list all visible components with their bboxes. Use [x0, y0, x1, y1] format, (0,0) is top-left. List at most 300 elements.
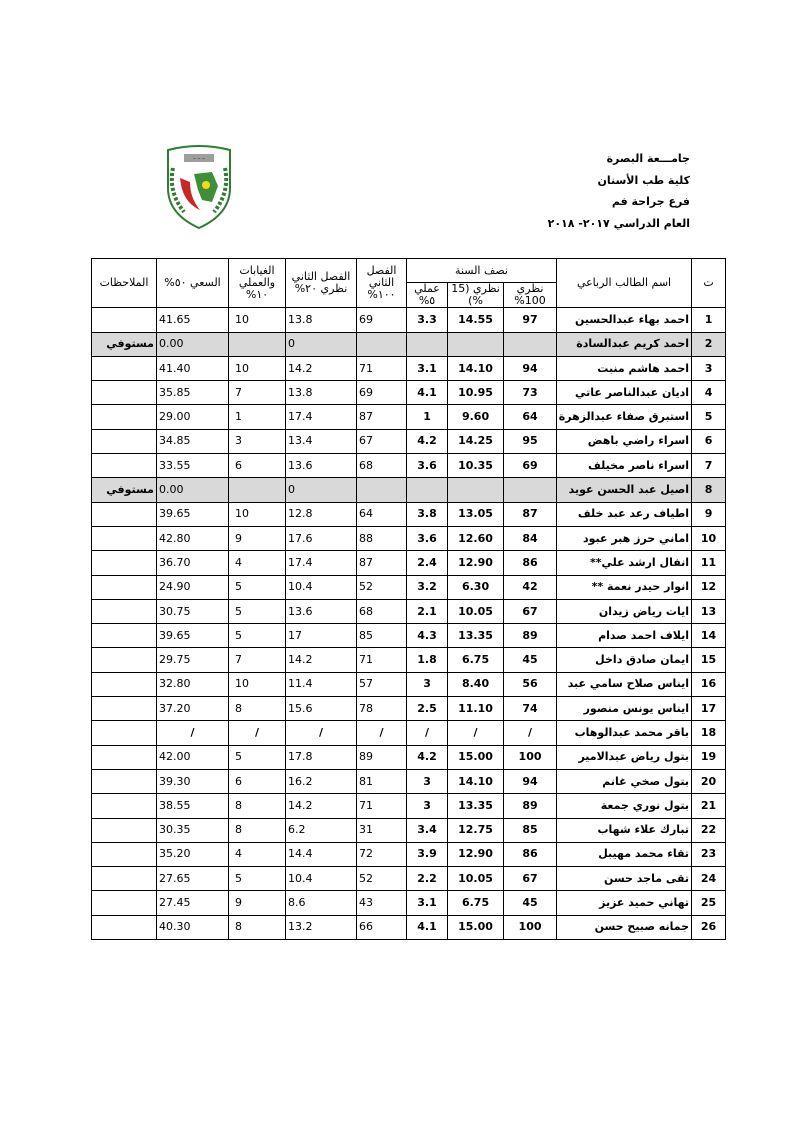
- student-name: ايمان صادق داخل: [557, 648, 692, 672]
- effort-cell: 41.40: [157, 356, 229, 380]
- practical-cell: 2.5: [407, 697, 448, 721]
- table-row: [92, 915, 726, 939]
- sem2-20-cell: 17.4: [286, 551, 357, 575]
- column-header-half-year: نصف السنة: [407, 259, 557, 283]
- sem2-20-cell: 10.4: [286, 867, 357, 891]
- notes-cell: [92, 502, 157, 526]
- column-header-effort: السعي ٥٠%: [157, 259, 229, 308]
- sem2-20-cell: 0: [286, 478, 357, 502]
- notes-cell: [92, 842, 157, 866]
- absences-cell: 10: [229, 502, 286, 526]
- row-number: 16: [692, 672, 726, 696]
- table-row: [92, 551, 726, 575]
- practical-cell: 3.6: [407, 526, 448, 550]
- theory15-cell: 15.00: [448, 745, 504, 769]
- absences-cell: 10: [229, 672, 286, 696]
- student-name: باقر محمد عبدالوهاب: [557, 721, 692, 745]
- effort-cell: 36.70: [157, 551, 229, 575]
- sem2-20-cell: 13.4: [286, 429, 357, 453]
- column-header-sem2-100: الفصل الثاني ١٠٠%: [357, 259, 407, 308]
- sem2-20-cell: 14.4: [286, 842, 357, 866]
- effort-cell: 30.35: [157, 818, 229, 842]
- theory15-cell: 10.05: [448, 599, 504, 623]
- sem2-20-cell: 10.4: [286, 575, 357, 599]
- row-number: 3: [692, 356, 726, 380]
- row-number: 5: [692, 405, 726, 429]
- theory15-cell: 13.05: [448, 502, 504, 526]
- theory100-cell: 100: [504, 745, 557, 769]
- student-name: بتول نوري جمعة: [557, 794, 692, 818]
- student-name: اديان عبدالناصر عاتي: [557, 381, 692, 405]
- sem2-100-cell: 43: [357, 891, 407, 915]
- practical-cell: 3: [407, 769, 448, 793]
- sem2-20-cell: 17.6: [286, 526, 357, 550]
- column-header-absences: الغيابات والعملي ١٠%: [229, 259, 286, 308]
- absences-cell: 8: [229, 697, 286, 721]
- table-row: [92, 721, 726, 745]
- theory100-cell: 69: [504, 454, 557, 478]
- theory15-cell: 6.75: [448, 648, 504, 672]
- theory100-cell: 100: [504, 915, 557, 939]
- practical-cell: 3: [407, 672, 448, 696]
- row-number: 19: [692, 745, 726, 769]
- theory100-cell: 87: [504, 502, 557, 526]
- absences-cell: 6: [229, 769, 286, 793]
- sem2-100-cell: 52: [357, 867, 407, 891]
- row-number: 13: [692, 599, 726, 623]
- row-number: 1: [692, 308, 726, 332]
- student-name: بتول رياض عبدالامير: [557, 745, 692, 769]
- table-row: [92, 429, 726, 453]
- absences-cell: 1: [229, 405, 286, 429]
- theory100-cell: 64: [504, 405, 557, 429]
- effort-cell: 39.65: [157, 502, 229, 526]
- table-row: [92, 478, 726, 502]
- theory15-cell: 12.60: [448, 526, 504, 550]
- theory100-cell: 45: [504, 648, 557, 672]
- notes-cell: [92, 381, 157, 405]
- student-name: اماني حرز هبر عبود: [557, 526, 692, 550]
- practical-cell: [407, 478, 448, 502]
- notes-cell: [92, 429, 157, 453]
- student-name: تقى ماجد حسن: [557, 867, 692, 891]
- university-name: جامـــعة البصرة: [606, 152, 690, 165]
- table-row: [92, 575, 726, 599]
- theory100-cell: 94: [504, 769, 557, 793]
- practical-cell: 1: [407, 405, 448, 429]
- sem2-100-cell: 71: [357, 794, 407, 818]
- college-logo-icon: [160, 140, 238, 230]
- theory15-cell: 15.00: [448, 915, 504, 939]
- theory15-cell: 11.10: [448, 697, 504, 721]
- practical-cell: [407, 332, 448, 356]
- theory15-cell: 8.40: [448, 672, 504, 696]
- theory15-cell: 14.25: [448, 429, 504, 453]
- student-name: ايات رياض زيدان: [557, 599, 692, 623]
- theory15-cell: 12.75: [448, 818, 504, 842]
- effort-cell: 29.00: [157, 405, 229, 429]
- sem2-100-cell: [357, 332, 407, 356]
- row-number: 14: [692, 624, 726, 648]
- theory100-cell: 67: [504, 867, 557, 891]
- sem2-100-cell: [357, 478, 407, 502]
- sem2-20-cell: /: [286, 721, 357, 745]
- effort-cell: 35.85: [157, 381, 229, 405]
- practical-cell: 2.4: [407, 551, 448, 575]
- sem2-20-cell: 11.4: [286, 672, 357, 696]
- theory15-cell: [448, 478, 504, 502]
- student-name: احمد كريم عبدالسادة: [557, 332, 692, 356]
- table-row: [92, 794, 726, 818]
- sem2-100-cell: 71: [357, 356, 407, 380]
- practical-cell: 3.2: [407, 575, 448, 599]
- practical-cell: 3.8: [407, 502, 448, 526]
- notes-cell: [92, 794, 157, 818]
- effort-cell: 0.00: [157, 478, 229, 502]
- notes-cell: [92, 454, 157, 478]
- theory15-cell: 14.10: [448, 356, 504, 380]
- column-header-theory100: نظري 100%: [504, 283, 557, 308]
- theory15-cell: 12.90: [448, 551, 504, 575]
- effort-cell: 39.65: [157, 624, 229, 648]
- notes-cell: [92, 308, 157, 332]
- absences-cell: 4: [229, 842, 286, 866]
- practical-cell: 3.9: [407, 842, 448, 866]
- absences-cell: 6: [229, 454, 286, 478]
- theory100-cell: /: [504, 721, 557, 745]
- sem2-100-cell: 69: [357, 381, 407, 405]
- sem2-20-cell: 14.2: [286, 648, 357, 672]
- notes-cell: [92, 405, 157, 429]
- student-name: تهاني حميد عزيز: [557, 891, 692, 915]
- absences-cell: 8: [229, 818, 286, 842]
- notes-cell: [92, 526, 157, 550]
- sem2-20-cell: 12.8: [286, 502, 357, 526]
- table-row: [92, 502, 726, 526]
- table-row: [92, 672, 726, 696]
- student-name: انوار حيدر نعمة **: [557, 575, 692, 599]
- theory100-cell: [504, 332, 557, 356]
- sem2-20-cell: 13.8: [286, 308, 357, 332]
- theory15-cell: 10.05: [448, 867, 504, 891]
- sem2-100-cell: 87: [357, 551, 407, 575]
- absences-cell: 7: [229, 381, 286, 405]
- student-name: احمد بهاء عبدالحسين: [557, 308, 692, 332]
- table-row: [92, 769, 726, 793]
- sem2-100-cell: 81: [357, 769, 407, 793]
- sem2-100-cell: 85: [357, 624, 407, 648]
- row-number: 25: [692, 891, 726, 915]
- row-number: 7: [692, 454, 726, 478]
- column-header-name: اسم الطالب الرباعي: [557, 259, 692, 308]
- student-name: ايلاف احمد صدام: [557, 624, 692, 648]
- theory15-cell: /: [448, 721, 504, 745]
- sem2-100-cell: 78: [357, 697, 407, 721]
- absences-cell: [229, 478, 286, 502]
- effort-cell: 42.80: [157, 526, 229, 550]
- notes-cell: [92, 915, 157, 939]
- table-row: [92, 356, 726, 380]
- practical-cell: 4.2: [407, 745, 448, 769]
- column-header-notes: الملاحظات: [92, 259, 157, 308]
- theory15-cell: 13.35: [448, 794, 504, 818]
- notes-cell: [92, 624, 157, 648]
- table-row: [92, 526, 726, 550]
- effort-cell: 0.00: [157, 332, 229, 356]
- absences-cell: 5: [229, 599, 286, 623]
- academic-year: العام الدراسي ٢٠١٧- ٢٠١٨: [547, 216, 690, 230]
- notes-cell: [92, 769, 157, 793]
- sem2-100-cell: 66: [357, 915, 407, 939]
- sem2-100-cell: 89: [357, 745, 407, 769]
- theory100-cell: 56: [504, 672, 557, 696]
- absences-cell: 5: [229, 575, 286, 599]
- column-header-sem2-20: الفصل الثاني نظري ٢٠%: [286, 259, 357, 308]
- college-name: كلية طب الأسنان: [597, 173, 690, 187]
- table-row: [92, 867, 726, 891]
- row-number: 6: [692, 429, 726, 453]
- row-number: 24: [692, 867, 726, 891]
- theory15-cell: 10.95: [448, 381, 504, 405]
- sem2-20-cell: 8.6: [286, 891, 357, 915]
- student-name: احمد هاشم منبت: [557, 356, 692, 380]
- branch-name: فرع جراحة فم: [611, 195, 690, 208]
- table-row: [92, 818, 726, 842]
- row-number: 12: [692, 575, 726, 599]
- sem2-20-cell: 13.8: [286, 381, 357, 405]
- row-number: 4: [692, 381, 726, 405]
- practical-cell: 4.1: [407, 381, 448, 405]
- effort-cell: 42.00: [157, 745, 229, 769]
- sem2-20-cell: 17.4: [286, 405, 357, 429]
- sem2-100-cell: 69: [357, 308, 407, 332]
- absences-cell: 5: [229, 745, 286, 769]
- row-number: 18: [692, 721, 726, 745]
- sem2-20-cell: 17.8: [286, 745, 357, 769]
- sem2-100-cell: 72: [357, 842, 407, 866]
- student-name: بتول صخي غانم: [557, 769, 692, 793]
- notes-cell: [92, 599, 157, 623]
- effort-cell: 38.55: [157, 794, 229, 818]
- sem2-100-cell: 71: [357, 648, 407, 672]
- notes-cell: [92, 356, 157, 380]
- table-row: [92, 308, 726, 332]
- notes-cell: [92, 891, 157, 915]
- row-number: 8: [692, 478, 726, 502]
- table-row: [92, 891, 726, 915]
- notes-cell: [92, 867, 157, 891]
- row-number: 15: [692, 648, 726, 672]
- row-number: 10: [692, 526, 726, 550]
- column-header-no: ت: [692, 259, 726, 308]
- effort-cell: 24.90: [157, 575, 229, 599]
- theory100-cell: 86: [504, 842, 557, 866]
- practical-cell: 4.2: [407, 429, 448, 453]
- sem2-20-cell: 0: [286, 332, 357, 356]
- theory100-cell: 89: [504, 624, 557, 648]
- effort-cell: 34.85: [157, 429, 229, 453]
- effort-cell: 30.75: [157, 599, 229, 623]
- effort-cell: 33.55: [157, 454, 229, 478]
- student-name: تقاء محمد مهيبل: [557, 842, 692, 866]
- sem2-100-cell: 88: [357, 526, 407, 550]
- student-name: اسراء ناصر مخيلف: [557, 454, 692, 478]
- theory15-cell: 13.35: [448, 624, 504, 648]
- absences-cell: 7: [229, 648, 286, 672]
- theory100-cell: 85: [504, 818, 557, 842]
- student-name: اسراء راضي باهض: [557, 429, 692, 453]
- absences-cell: 8: [229, 794, 286, 818]
- sem2-100-cell: 68: [357, 599, 407, 623]
- notes-cell: [92, 697, 157, 721]
- svg-text:~ ~ ~: ~ ~ ~: [192, 156, 206, 161]
- theory15-cell: 14.10: [448, 769, 504, 793]
- row-number: 11: [692, 551, 726, 575]
- practical-cell: /: [407, 721, 448, 745]
- theory100-cell: 74: [504, 697, 557, 721]
- row-number: 26: [692, 915, 726, 939]
- practical-cell: 3.6: [407, 454, 448, 478]
- sem2-100-cell: 31: [357, 818, 407, 842]
- theory100-cell: 67: [504, 599, 557, 623]
- table-row: [92, 697, 726, 721]
- row-number: 9: [692, 502, 726, 526]
- sem2-20-cell: 14.2: [286, 794, 357, 818]
- effort-cell: 40.30: [157, 915, 229, 939]
- notes-cell: [92, 648, 157, 672]
- row-number: 2: [692, 332, 726, 356]
- theory100-cell: 45: [504, 891, 557, 915]
- notes-cell: مستوفي: [92, 332, 157, 356]
- absences-cell: /: [229, 721, 286, 745]
- theory15-cell: [448, 332, 504, 356]
- notes-cell: مستوفي: [92, 478, 157, 502]
- practical-cell: 3.1: [407, 356, 448, 380]
- absences-cell: 10: [229, 356, 286, 380]
- theory100-cell: [504, 478, 557, 502]
- student-name: انفال ارشد علي**: [557, 551, 692, 575]
- column-header-practical: عملي ٥%: [407, 283, 448, 308]
- sem2-100-cell: 52: [357, 575, 407, 599]
- sem2-20-cell: 15.6: [286, 697, 357, 721]
- absences-cell: [229, 332, 286, 356]
- practical-cell: 3.3: [407, 308, 448, 332]
- absences-cell: 10: [229, 308, 286, 332]
- sem2-100-cell: 64: [357, 502, 407, 526]
- notes-cell: [92, 721, 157, 745]
- practical-cell: 4.1: [407, 915, 448, 939]
- sem2-20-cell: 6.2: [286, 818, 357, 842]
- sem2-20-cell: 16.2: [286, 769, 357, 793]
- sem2-100-cell: 68: [357, 454, 407, 478]
- theory100-cell: 73: [504, 381, 557, 405]
- table-row: [92, 745, 726, 769]
- sem2-20-cell: 13.2: [286, 915, 357, 939]
- theory15-cell: 12.90: [448, 842, 504, 866]
- theory15-cell: 6.75: [448, 891, 504, 915]
- theory100-cell: 84: [504, 526, 557, 550]
- table-row: [92, 405, 726, 429]
- theory15-cell: 14.55: [448, 308, 504, 332]
- effort-cell: 41.65: [157, 308, 229, 332]
- theory15-cell: 9.60: [448, 405, 504, 429]
- student-name: جمانه صبيح حسن: [557, 915, 692, 939]
- effort-cell: 35.20: [157, 842, 229, 866]
- effort-cell: 29.75: [157, 648, 229, 672]
- notes-cell: [92, 575, 157, 599]
- theory100-cell: 86: [504, 551, 557, 575]
- effort-cell: 32.80: [157, 672, 229, 696]
- table-row: [92, 454, 726, 478]
- effort-cell: 39.30: [157, 769, 229, 793]
- student-name: تبارك علاء شهاب: [557, 818, 692, 842]
- absences-cell: 9: [229, 891, 286, 915]
- practical-cell: 3.4: [407, 818, 448, 842]
- theory15-cell: 10.35: [448, 454, 504, 478]
- effort-cell: 27.45: [157, 891, 229, 915]
- absences-cell: 4: [229, 551, 286, 575]
- practical-cell: 3.1: [407, 891, 448, 915]
- practical-cell: 1.8: [407, 648, 448, 672]
- sem2-20-cell: 17: [286, 624, 357, 648]
- student-name: ايناس يونس منصور: [557, 697, 692, 721]
- practical-cell: 2.1: [407, 599, 448, 623]
- table-row: [92, 381, 726, 405]
- sem2-20-cell: 13.6: [286, 454, 357, 478]
- theory100-cell: 89: [504, 794, 557, 818]
- sem2-20-cell: 14.2: [286, 356, 357, 380]
- student-name: ايناس صلاح سامي عبد: [557, 672, 692, 696]
- notes-cell: [92, 551, 157, 575]
- practical-cell: 3: [407, 794, 448, 818]
- row-number: 20: [692, 769, 726, 793]
- theory100-cell: 94: [504, 356, 557, 380]
- grades-table: [91, 258, 726, 940]
- sem2-20-cell: 13.6: [286, 599, 357, 623]
- table-row: [92, 599, 726, 623]
- effort-cell: 37.20: [157, 697, 229, 721]
- practical-cell: 2.2: [407, 867, 448, 891]
- sem2-100-cell: 67: [357, 429, 407, 453]
- student-name: استبرق صفاء عبدالزهرة: [557, 405, 692, 429]
- absences-cell: 8: [229, 915, 286, 939]
- absences-cell: 5: [229, 867, 286, 891]
- table-row: [92, 648, 726, 672]
- sem2-100-cell: 57: [357, 672, 407, 696]
- row-number: 17: [692, 697, 726, 721]
- notes-cell: [92, 745, 157, 769]
- row-number: 23: [692, 842, 726, 866]
- sem2-100-cell: /: [357, 721, 407, 745]
- absences-cell: 9: [229, 526, 286, 550]
- student-name: اطياف رعد عبد خلف: [557, 502, 692, 526]
- column-header-theory15: نظري (15 %): [448, 283, 504, 308]
- document-header: [430, 148, 690, 234]
- table-row: [92, 332, 726, 356]
- row-number: 22: [692, 818, 726, 842]
- table-row: [92, 624, 726, 648]
- student-name: اصيل عبد الحسن عويد: [557, 478, 692, 502]
- theory100-cell: 97: [504, 308, 557, 332]
- theory100-cell: 95: [504, 429, 557, 453]
- absences-cell: 5: [229, 624, 286, 648]
- sem2-100-cell: 87: [357, 405, 407, 429]
- notes-cell: [92, 672, 157, 696]
- theory100-cell: 42: [504, 575, 557, 599]
- row-number: 21: [692, 794, 726, 818]
- practical-cell: 4.3: [407, 624, 448, 648]
- notes-cell: [92, 818, 157, 842]
